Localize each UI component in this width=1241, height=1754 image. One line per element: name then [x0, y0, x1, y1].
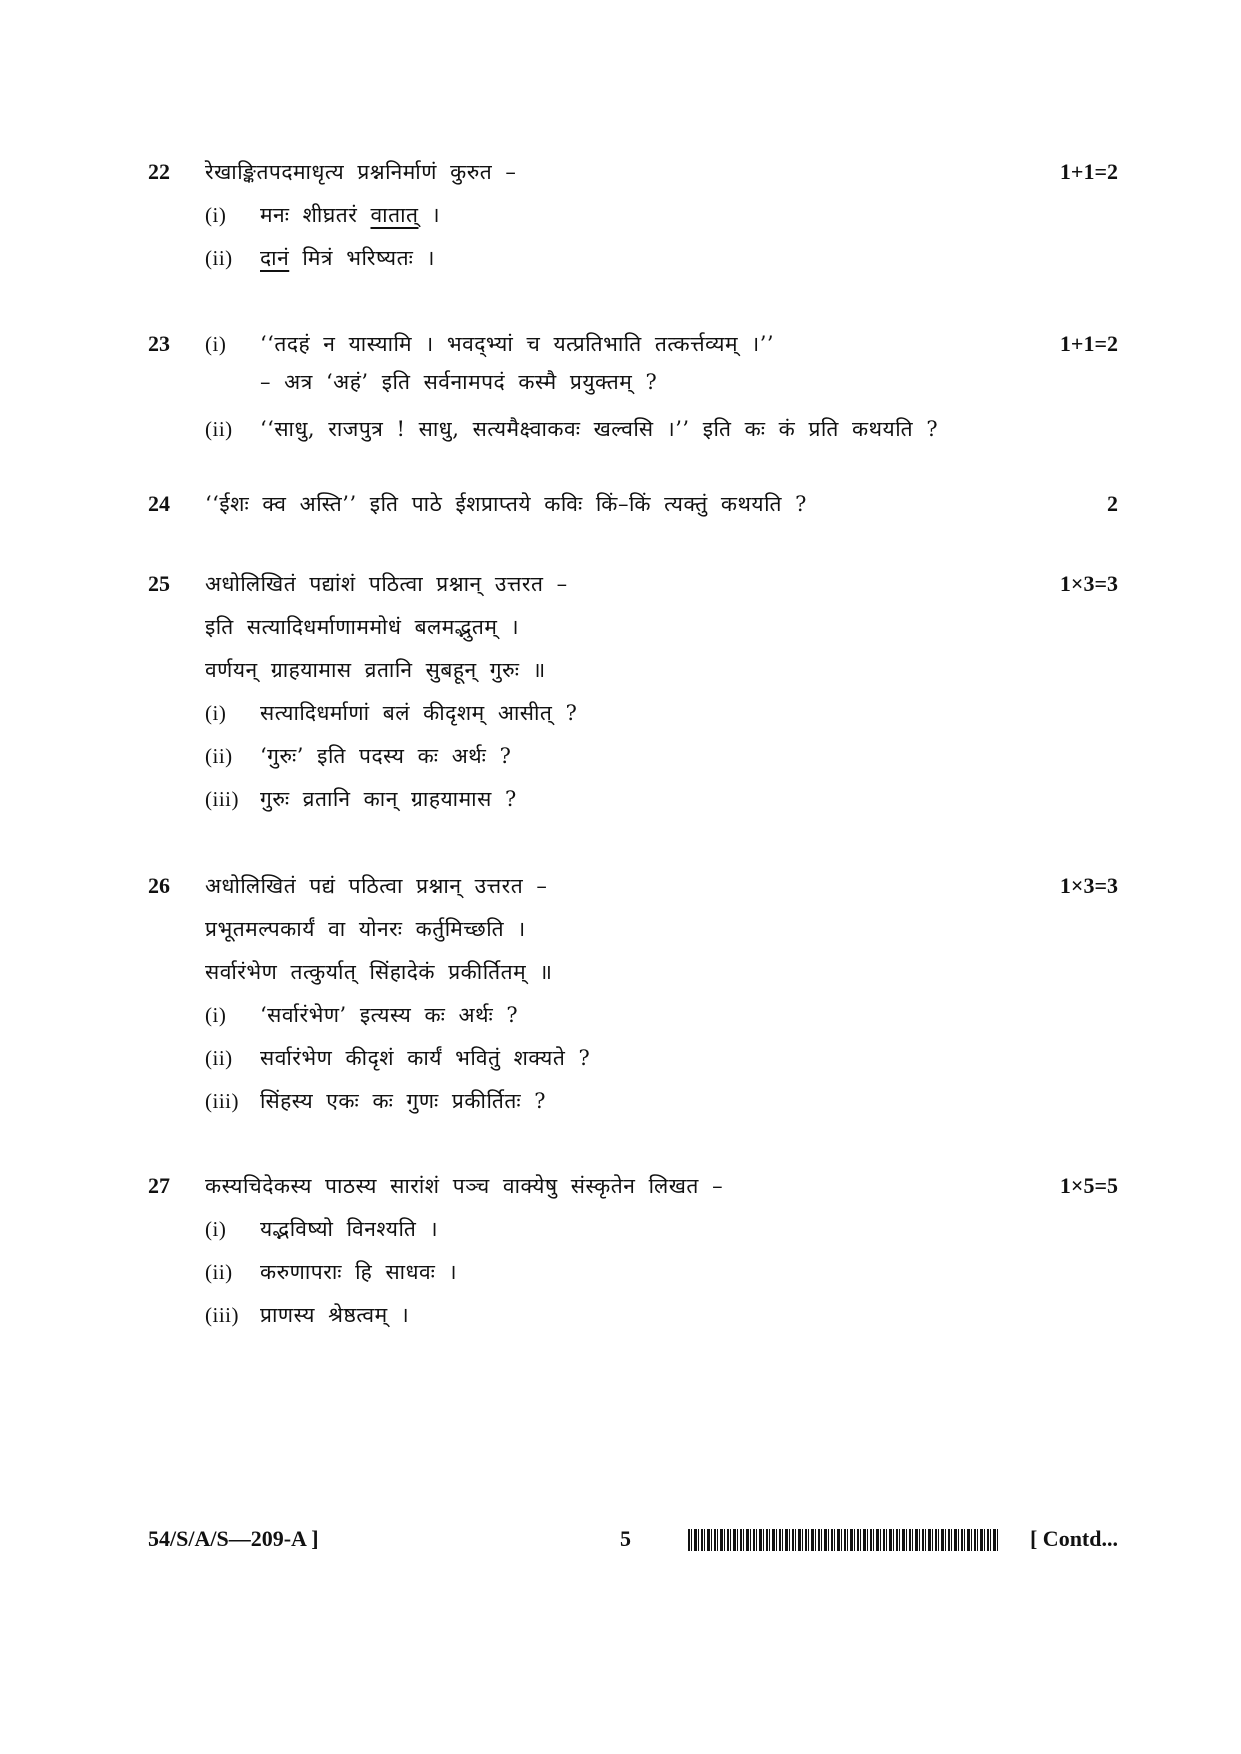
question-text: अधोलिखितं पद्यं पठित्वा प्रश्नान् उत्तरत – [205, 874, 548, 898]
question-marks: 1×5=5 [1059, 1173, 1118, 1198]
verse-line: सर्वारंभेण तत्कुर्यात् सिंहादेकं प्रकीर्तितम् ॥ [205, 960, 553, 984]
sub-label: (ii) [205, 744, 233, 768]
question-24 [148, 484, 1118, 524]
question-26 [148, 866, 1118, 1125]
sub-label: (i) [205, 203, 227, 227]
sub-text: सत्यादिधर्माणां बलं कीदृशम् आसीत् ? [260, 701, 578, 725]
question-number: 26 [148, 873, 170, 898]
sub-text: ‘‘साधु, राजपुत्र ! साधु, सत्यमैक्ष्वाकवः खल्वसि ।’’ इति कः कं प्रति कथयति ? [260, 417, 939, 441]
sub-text: प्राणस्य श्रेष्ठत्वम् । [260, 1303, 410, 1327]
sub-text: करुणापराः हि साधवः । [260, 1260, 458, 1284]
sub-question [205, 1292, 1118, 1339]
question-number: 24 [148, 491, 170, 516]
verse-line: वर्णयन् ग्राहयामास व्रतानि सुबहून् गुरुः ॥ [205, 658, 546, 682]
sub-question [205, 776, 1118, 823]
sub-question [205, 1206, 1118, 1253]
question-marks: 2 [1107, 491, 1118, 516]
continued-label: [ Contd... [1029, 1526, 1118, 1551]
sub-question [205, 733, 1118, 780]
question-text: अधोलिखितं पद्यांशं पठित्वा प्रश्नान् उत्तरत – [205, 572, 568, 596]
sub-label: (iii) [205, 1089, 239, 1113]
sub-text: ‘‘तदहं न यास्यामि । भवद्भ्यां च यत्प्रतिभाति तत्कर्त्तव्यम् ।’’ [260, 332, 775, 356]
question-number: 25 [148, 571, 170, 596]
sub-question [205, 1078, 1118, 1125]
sub-question [205, 1249, 1118, 1296]
sub-label: (ii) [205, 1046, 233, 1070]
verse-line: इति सत्यादिधर्माणाममोधं बलमद्भुतम् । [205, 615, 520, 639]
question-number: 22 [148, 159, 170, 184]
sub-text: गुरुः व्रतानि कान् ग्राहयामास ? [260, 787, 517, 811]
sub-text: यद्भविष्यो विनश्यति । [260, 1217, 439, 1241]
sub-label: (iii) [205, 1303, 239, 1327]
sub-question [205, 406, 1118, 453]
sub-label: (i) [205, 701, 227, 725]
sub-question [205, 235, 1118, 282]
sub-question [205, 690, 1118, 737]
question-text: कस्यचिदेकस्य पाठस्य सारांशं पञ्च वाक्येषु संस्कृतेन लिखत – [205, 1174, 724, 1198]
sub-text-after: मित्रं भरिष्यतः । [289, 246, 435, 270]
underlined-word: दानं [260, 246, 290, 270]
question-number: 23 [148, 331, 170, 356]
sub-text: सिंहस्य एकः कः गुणः प्रकीर्तितः ? [260, 1089, 547, 1113]
sub-text-before: मनः शीघ्रतरं [260, 203, 371, 227]
question-text [205, 324, 774, 364]
question-text: ‘‘ईशः क्व अस्ति’’ इति पाठे ईशप्राप्तये कविः किं–किं त्यक्तुं कथयति ? [205, 492, 807, 516]
sub-label: (ii) [205, 417, 233, 441]
question-25 [148, 564, 1118, 823]
page-number: 5 [620, 1526, 631, 1551]
question-23 [148, 324, 1118, 453]
question-22 [148, 152, 1118, 282]
question-marks: 1+1=2 [1059, 159, 1118, 184]
sub-question [205, 1035, 1118, 1082]
question-text: रेखाङ्कितपदमाधृत्य प्रश्ननिर्माणं कुरुत – [205, 160, 517, 184]
barcode-icon [688, 1529, 998, 1551]
question-27 [148, 1166, 1118, 1339]
sub-text-after: । [418, 203, 441, 227]
verse-line: प्रभूतमल्पकार्यं वा योनरः कर्तुमिच्छति । [205, 917, 526, 941]
sub-label: (i) [205, 1003, 227, 1027]
underlined-word: वातात् [370, 203, 419, 227]
sub-text: ‘गुरुः’ इति पदस्य कः अर्थः ? [260, 744, 512, 768]
question-marks: 1×3=3 [1059, 873, 1118, 898]
question-marks: 1+1=2 [1059, 331, 1118, 356]
sub-label: (ii) [205, 1260, 233, 1284]
sub-label: (i) [205, 1217, 227, 1241]
sub-text: ‘सर्वारंभेण’ इत्यस्य कः अर्थः ? [260, 1003, 519, 1027]
page-footer [148, 1519, 1118, 1559]
sub-label: (iii) [205, 787, 239, 811]
paper-code: 54/S/A/S—209-A ] [148, 1526, 319, 1551]
question-marks: 1×3=3 [1059, 571, 1118, 596]
sub-text: सर्वारंभेण कीदृशं कार्यं भवितुं शक्यते ? [260, 1046, 591, 1070]
sub-question [205, 192, 1118, 239]
sub-question [205, 992, 1118, 1039]
sub-question-continuation: – अत्र ‘अहं’ इति सर्वनामपदं कस्मै प्रयुक्तम् ? [260, 370, 658, 394]
sub-label: (ii) [205, 246, 233, 270]
question-number: 27 [148, 1173, 170, 1198]
sub-label: (i) [205, 332, 227, 356]
